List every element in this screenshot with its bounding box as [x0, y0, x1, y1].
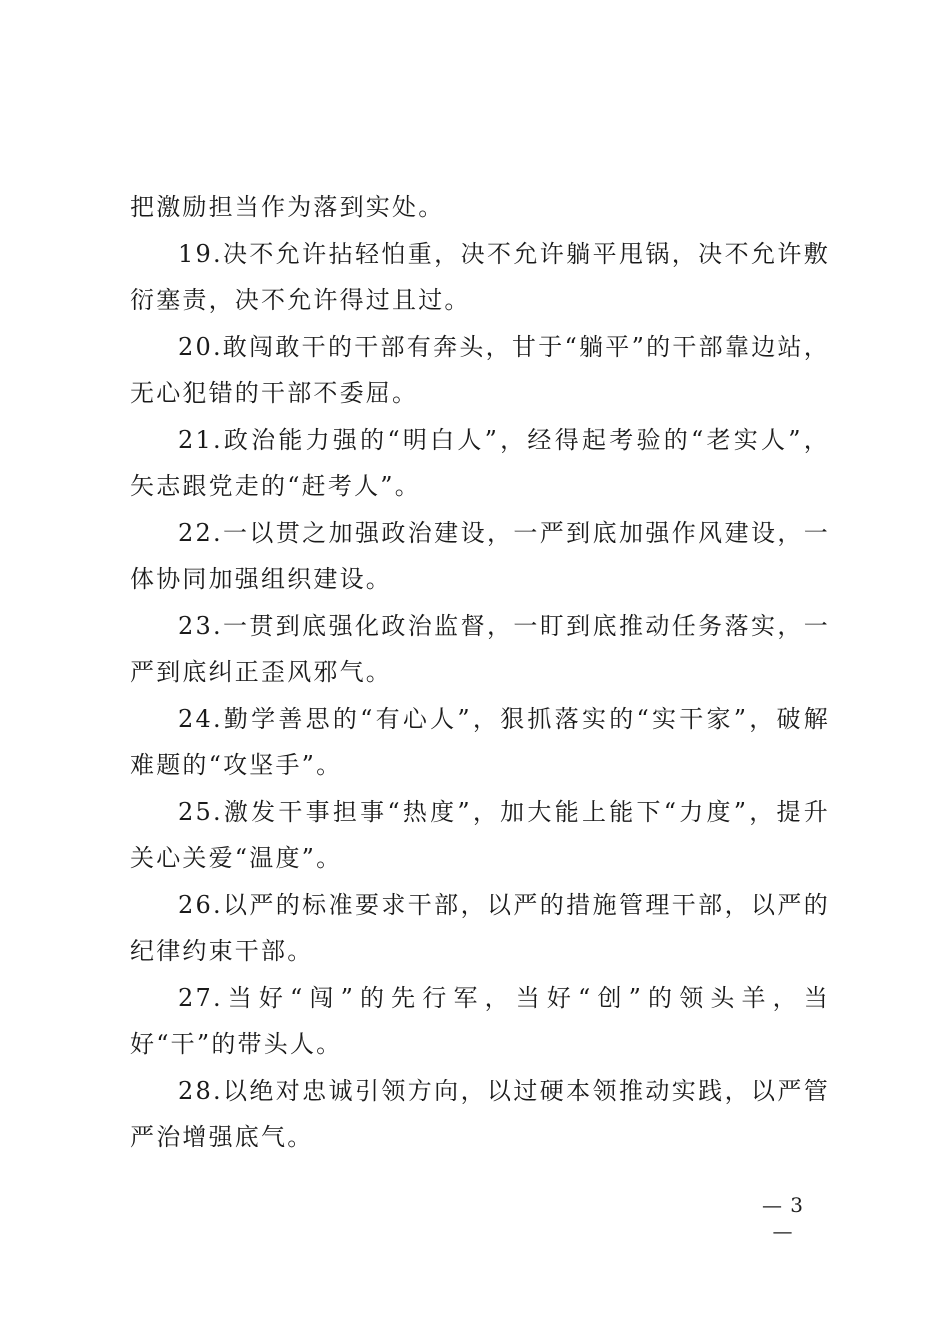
list-item: 26.以严的标准要求干部，以严的措施管理干部，以严的纪律约束干部。: [130, 890, 830, 965]
list-item: 23.一贯到底强化政治监督，一盯到底推动任务落实，一严到底纠正歪风邪气。: [130, 611, 830, 686]
page-number: — 3 —: [761, 1193, 805, 1243]
continuation-paragraph: 把激励担当作为落到实处。: [130, 193, 445, 221]
list-item: 27.当好“闯”的先行军，当好“创”的领头羊，当好“干”的带头人。: [130, 983, 830, 1058]
list-item: 22.一以贯之加强政治建设，一严到底加强作风建设，一体协同加强组织建设。: [130, 518, 830, 593]
list-item: 28.以绝对忠诚引领方向，以过硬本领推动实践，以严管严治增强底气。: [130, 1076, 830, 1151]
list-item: 25.激发干事担事“热度”，加大能上能下“力度”，提升关心关爱“温度”。: [130, 797, 830, 872]
list-item: 21.政治能力强的“明白人”，经得起考验的“老实人”，矢志跟党走的“赶考人”。: [130, 425, 830, 500]
document-body: [130, 184, 830, 1161]
list-item: 19.决不允许拈轻怕重，决不允许躺平甩锅，决不允许敷衍塞责，决不允许得过且过。: [130, 239, 830, 314]
list-item: 24.勤学善思的“有心人”，狠抓落实的“实干家”，破解难题的“攻坚手”。: [130, 704, 830, 779]
list-item: 20.敢闯敢干的干部有奔头，甘于“躺平”的干部靠边站，无心犯错的干部不委屈。: [130, 332, 830, 407]
